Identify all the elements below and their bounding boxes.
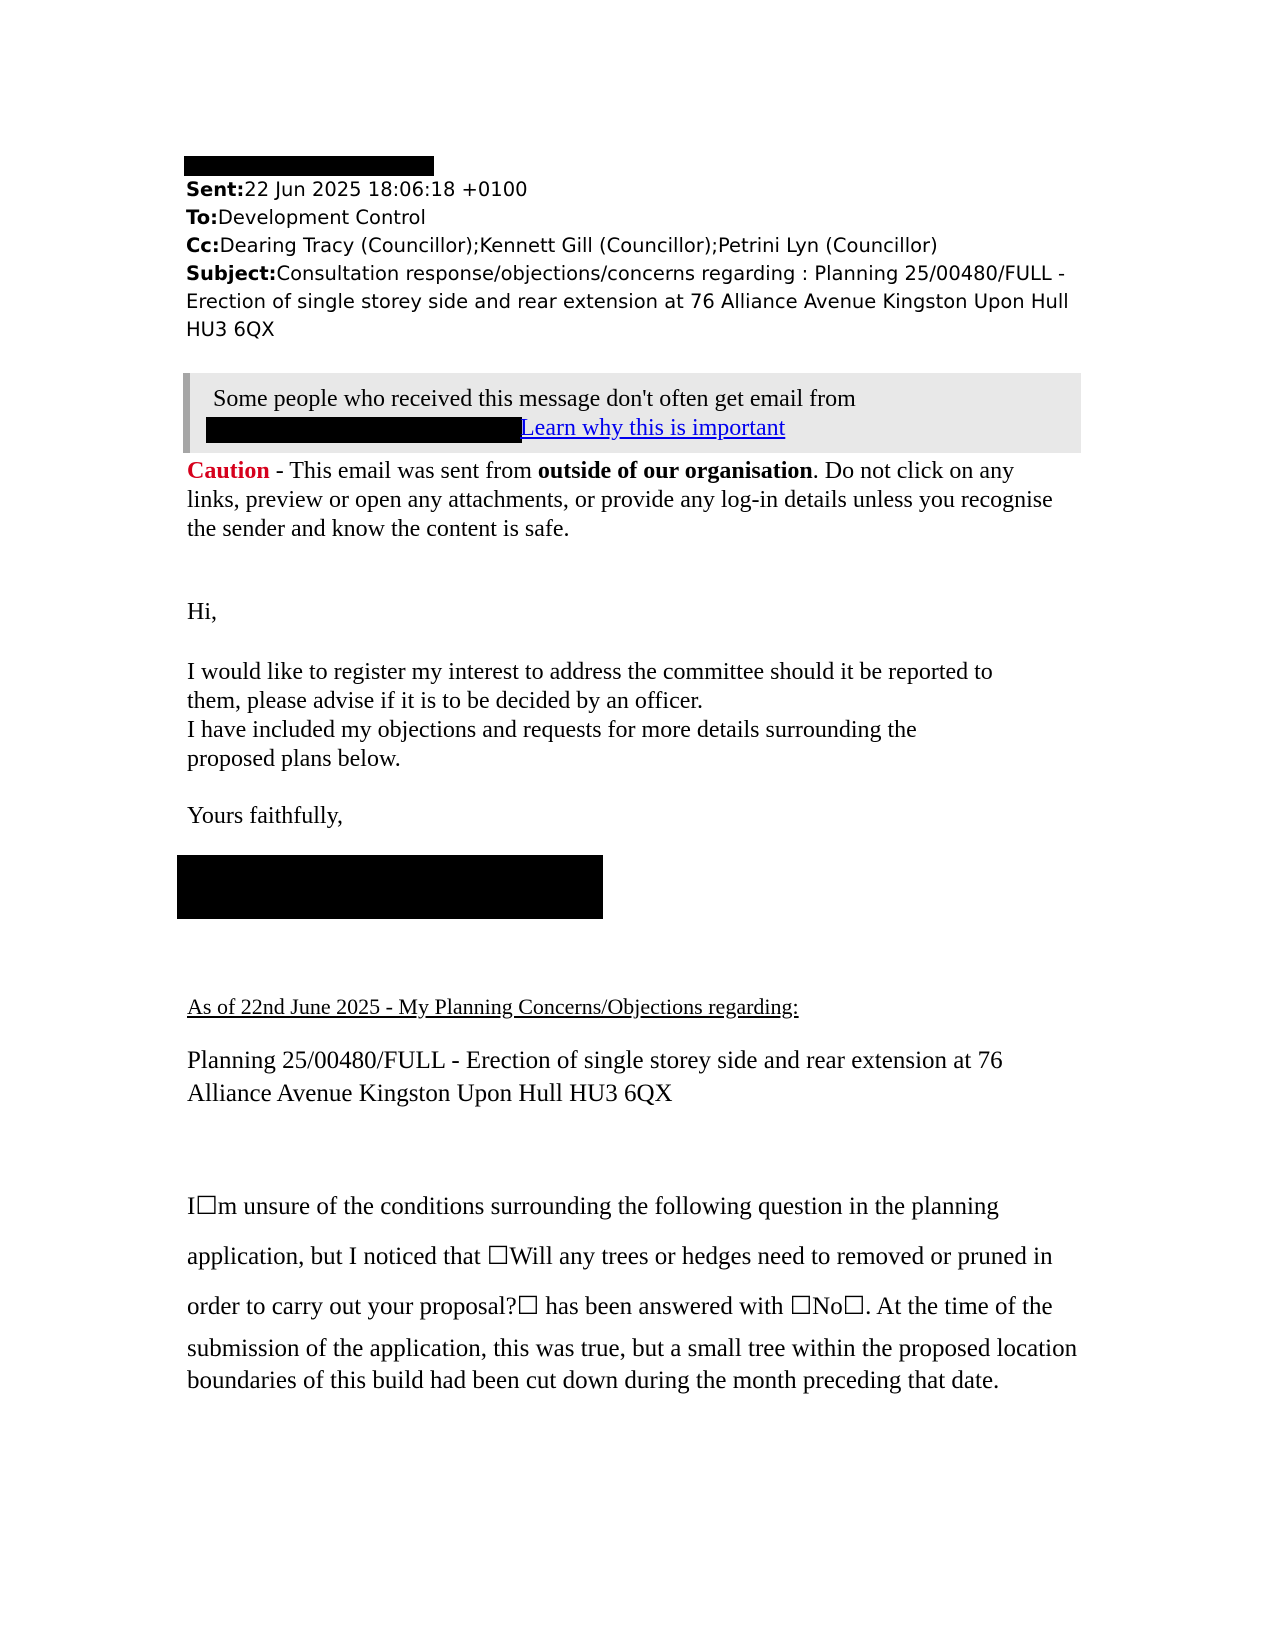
- external-sender-message: Some people who received this message don't often get email from: [213, 386, 856, 412]
- external-sender-banner: [183, 373, 1081, 453]
- tree-line-1: I☐m unsure of the conditions surrounding the following question in the planning: [187, 1193, 999, 1220]
- sent-label: Sent:: [186, 178, 245, 201]
- caution-text-after: . Do not click on any links, preview or open any attachments, or provide any log-in details unless you recognise the sender and know the content is safe.: [187, 458, 1053, 542]
- body-line-4: proposed plans below.: [187, 746, 401, 772]
- redacted-sender: [184, 156, 434, 176]
- learn-why-link[interactable]: Learn why this is important: [520, 415, 786, 441]
- to-value: Development Control: [217, 206, 426, 229]
- redacted-sender-address: [206, 417, 522, 443]
- caution-bold-text: outside of our organisation: [537, 458, 813, 484]
- body-line-2: them, please advise if it is to be decided by an officer.: [187, 688, 704, 714]
- subject-label: Subject:: [186, 262, 277, 285]
- email-header: [186, 176, 1086, 344]
- cc-label: Cc:: [186, 234, 220, 257]
- greeting: Hi,: [187, 599, 217, 625]
- sent-line: [186, 176, 1086, 204]
- caution-text-before: - This email was sent from: [269, 458, 538, 484]
- tree-line-3: order to carry out your proposal?☐ has been answered with ☐No☐. At the time of the: [187, 1293, 1053, 1320]
- redacted-signature: [177, 855, 603, 919]
- tree-line-5: boundaries of this build had been cut down during the month preceding that date.: [187, 1367, 1000, 1394]
- to-label: To:: [186, 206, 218, 229]
- subject-line: [186, 260, 1086, 344]
- concerns-heading: As of 22nd June 2025 - My Planning Concerns/Objections regarding:: [187, 994, 799, 1019]
- sent-value: 22 Jun 2025 18:06:18 +0100: [244, 178, 528, 201]
- cc-line: [186, 232, 1086, 260]
- body-line-1: I would like to register my interest to address the committee should it be reported to: [187, 659, 993, 685]
- to-line: [186, 204, 1086, 232]
- body-line-3: I have included my objections and requests for more details surrounding the: [187, 717, 917, 743]
- caution-label: Caution: [187, 458, 270, 484]
- caution-notice: [187, 457, 1067, 544]
- subject-value: Consultation response/objections/concerns regarding : Planning 25/00480/FULL - Erection of single storey side and rear extension at 76 Alliance Avenue Kingston Upon Hull HU3 6QX: [186, 262, 1069, 341]
- signoff: Yours faithfully,: [187, 803, 344, 829]
- concerns-subject: Planning 25/00480/FULL - Erection of single storey side and rear extension at 76 Alliance Avenue Kingston Upon Hull HU3 6QX: [187, 1047, 1003, 1107]
- tree-line-4: submission of the application, this was true, but a small tree within the proposed location: [187, 1335, 1078, 1362]
- cc-value: Dearing Tracy (Councillor);Kennett Gill (Councillor);Petrini Lyn (Councillor): [219, 234, 938, 257]
- body-paragraph: [187, 658, 1087, 774]
- tree-line-2: application, but I noticed that ☐Will any trees or hedges need to removed or pruned in: [187, 1243, 1053, 1270]
